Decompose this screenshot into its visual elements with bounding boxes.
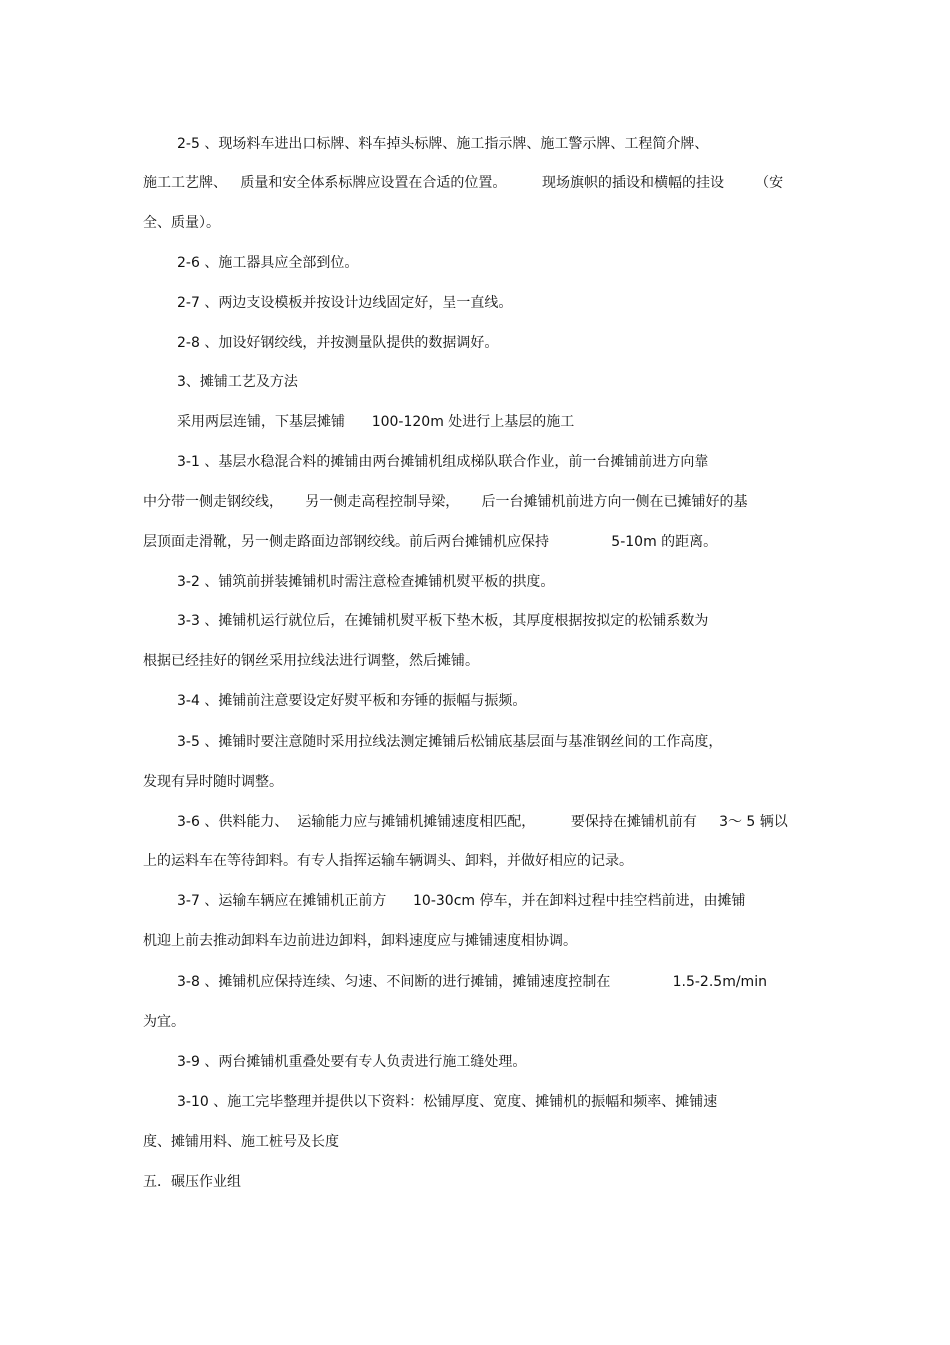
text-line-8: 采用两层连铺，下基层摊铺 100-120m 处进行上基层的施工	[177, 414, 575, 430]
text-line-26: 度、摊铺用料、施工桩号及长度	[143, 1134, 339, 1150]
text-line-3: 全、质量）。	[143, 215, 220, 231]
text-line-2: 施工工艺牌、 质量和安全体系标牌应设置在合适的位置。 现场旗帜的插设和横幅的挂设 （安	[143, 175, 784, 191]
text-line-13: 3-3 、摊铺机运行就位后，在摊铺机熨平板下垫木板，其厚度根据按拟定的松铺系数为	[177, 613, 709, 629]
text-line-5: 2-7 、两边支设模板并按设计边线固定好，呈一直线。	[177, 295, 513, 311]
text-line-17: 发现有异时随时调整。	[143, 774, 283, 790]
text-line-20: 3-7 、运输车辆应在摊铺机正前方 10-30cm 停车，并在卸料过程中挂空档前进，由摊铺	[177, 893, 746, 909]
text-line-22: 3-8 、摊铺机应保持连续、匀速、不间断的进行摊铺，摊铺速度控制在 1.5-2.5m/min	[177, 974, 767, 990]
text-line-10: 中分带一侧走钢绞线， 另一侧走高程控制导梁， 后一台摊铺机前进方向一侧在已摊铺好的基	[143, 494, 748, 510]
text-line-24: 3-9 、两台摊铺机重叠处要有专人负责进行施工缝处理。	[177, 1054, 527, 1070]
text-line-1: 2-5 、现场料车进出口标牌、料车掉头标牌、施工指示牌、施工警示牌、工程简介牌、	[177, 136, 709, 152]
text-line-4: 2-6 、施工器具应全部到位。	[177, 255, 359, 271]
text-line-15: 3-4 、摊铺前注意要设定好熨平板和夯锤的振幅与振频。	[177, 693, 527, 709]
text-line-14: 根据已经挂好的钢丝采用拉线法进行调整，然后摊铺。	[143, 653, 479, 669]
text-line-19: 上的运料车在等待卸料。有专人指挥运输车辆调头、卸料，并做好相应的记录。	[143, 853, 633, 869]
section-heading-5: 五．碾压作业组	[143, 1174, 241, 1190]
text-line-12: 3-2 、铺筑前拼装摊铺机时需注意检查摊铺机熨平板的拱度。	[177, 574, 555, 590]
text-line-18: 3-6 、供料能力、 运输能力应与摊铺机摊铺速度相匹配， 要保持在摊铺机前有 3～ 5 辆以	[177, 814, 788, 830]
text-line-25: 3-10 、施工完毕整理并提供以下资料：松铺厚度、宽度、摊铺机的振幅和频率、摊铺速	[177, 1094, 718, 1110]
text-line-11: 层顶面走滑靴，另一侧走路面边部钢绞线。前后两台摊铺机应保持 5-10m 的距离。	[143, 534, 718, 550]
text-line-9: 3-1 、基层水稳混合料的摊铺由两台摊铺机组成梯队联合作业，前一台摊铺前进方向靠	[177, 454, 709, 470]
section-heading: 3、摊铺工艺及方法	[177, 374, 298, 390]
text-line-6: 2-8 、加设好钢绞线，并按测量队提供的数据调好。	[177, 335, 499, 351]
text-line-21: 机迎上前去推动卸料车边前进边卸料，卸料速度应与摊铺速度相协调。	[143, 933, 577, 949]
text-line-23: 为宜。	[143, 1014, 185, 1030]
text-line-16: 3-5 、摊铺时要注意随时采用拉线法测定摊铺后松铺底基层面与基准钢丝间的工作高度，	[177, 734, 723, 750]
